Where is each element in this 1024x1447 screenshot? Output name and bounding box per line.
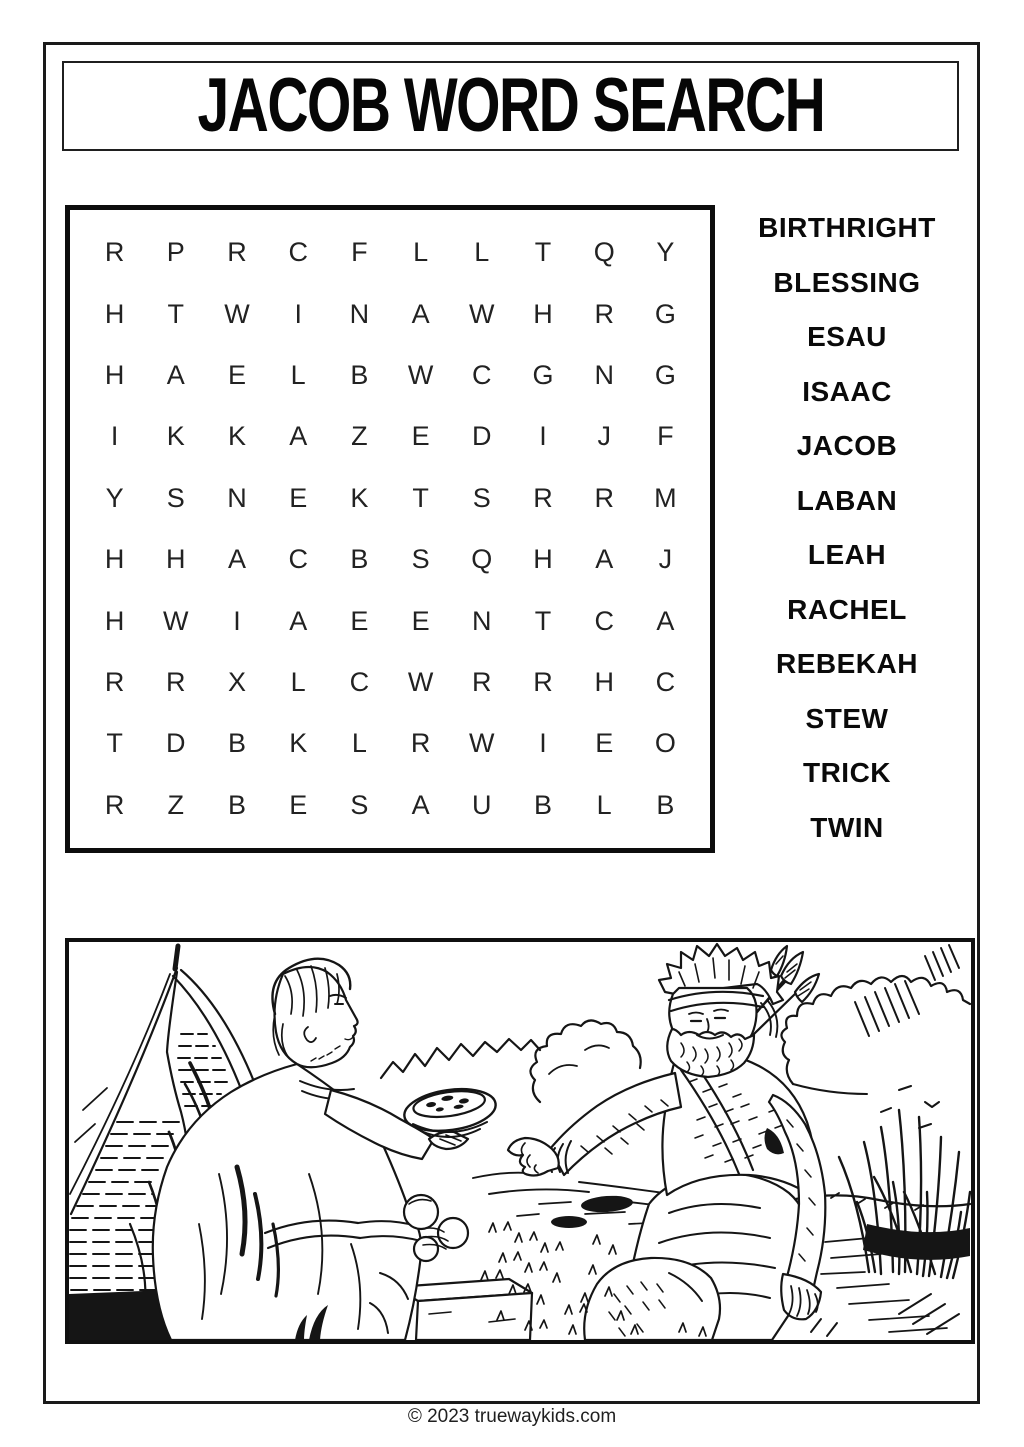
grid-letter: A (411, 298, 430, 329)
grid-letter: B (350, 359, 369, 390)
grid-letter: Y (656, 237, 675, 268)
grid-letter: C (288, 237, 308, 268)
grid-letter: B (533, 789, 552, 820)
grid-letter: D (472, 421, 492, 452)
grid-letter: R (104, 237, 125, 268)
page-title: JACOB WORD SEARCH (197, 63, 824, 148)
grid-letter: H (104, 544, 125, 575)
grid-letter: S (472, 482, 491, 513)
grid-letter: R (533, 482, 553, 513)
grid-letter: I (539, 728, 547, 759)
grid-letter: B (227, 789, 246, 820)
grid-letter: Z (167, 789, 185, 820)
grid-letter: N (472, 605, 492, 636)
grid-letter: Z (351, 421, 368, 452)
esau-hand (508, 1138, 559, 1176)
grid-letter: S (411, 544, 430, 575)
grid-letter: F (351, 237, 368, 268)
tent-pole (175, 946, 178, 969)
tent-left-slope (71, 968, 177, 1214)
grid-letter: E (289, 482, 308, 513)
grid-letter: F (657, 421, 674, 452)
grid-letter: W (407, 359, 434, 390)
grid-letter: S (166, 482, 185, 513)
grid-letter: P (166, 237, 185, 268)
word-list-item: ISAAC (802, 375, 892, 407)
word-list-item: JACOB (796, 430, 898, 462)
word-list-item: BLESSING (773, 266, 921, 298)
title-box (62, 61, 959, 151)
grid-letter: K (166, 421, 185, 452)
grid-letter: B (656, 789, 675, 820)
grid-letter: R (533, 666, 553, 697)
grid-letter: S (350, 789, 369, 820)
grid-letter: E (595, 728, 614, 759)
word-list-item: TWIN (810, 811, 884, 843)
grid-letter: O (654, 728, 676, 759)
grid-letter: E (289, 789, 308, 820)
grid-letter: A (289, 421, 308, 452)
grid-letter: H (104, 298, 125, 329)
grid-letter: T (106, 728, 123, 759)
grid-letter: L (351, 728, 367, 759)
grid-letter: K (227, 421, 246, 452)
grid-letter: A (166, 359, 185, 390)
word-list-item: TRICK (802, 757, 892, 789)
grid-letter: R (410, 728, 431, 759)
grid-letter: H (104, 605, 125, 636)
word-search-grid (65, 205, 715, 853)
esau-reaching-arm (550, 1073, 681, 1175)
grid-letter: R (104, 666, 125, 697)
grid-letter: W (407, 666, 434, 697)
grid-letter: L (290, 359, 306, 390)
grid-letter: U (472, 789, 492, 820)
stew-bowl (402, 1084, 499, 1136)
word-list-item: RACHEL (787, 593, 907, 625)
word-list-item: LEAH (807, 539, 887, 571)
grid-letter: M (654, 482, 677, 513)
grid-letter: J (597, 421, 611, 452)
grid-letter: E (411, 421, 430, 452)
grid-letter: A (289, 605, 308, 636)
grid-letter: Y (105, 482, 124, 513)
grid-letter: A (595, 544, 614, 575)
grid-letter: K (289, 728, 308, 759)
grid-letter: N (349, 298, 370, 329)
grid-letter: W (469, 728, 495, 759)
grid-letter: I (110, 421, 119, 452)
word-list (737, 201, 957, 855)
grid-letter: I (294, 298, 302, 329)
grid-letter: I (539, 421, 547, 452)
copyright-footer: © 2023 truewaykids.com (407, 1406, 617, 1427)
grid-letter: A (411, 789, 430, 820)
grid-letter: E (227, 359, 246, 390)
word-list-item: LABAN (796, 484, 898, 516)
bush-hatch (855, 981, 919, 1036)
grid-letter: W (224, 298, 250, 329)
word-list-item: BIRTHRIGHT (758, 212, 936, 244)
grid-letter: I (233, 605, 241, 636)
grid-letter: L (413, 237, 429, 268)
grid-letter: L (290, 666, 306, 697)
grid-letter: N (227, 482, 247, 513)
grid-letter: C (288, 544, 308, 575)
grid-letter: H (104, 359, 125, 390)
grid-letter: T (412, 482, 429, 513)
grid-letter: E (350, 605, 369, 636)
grid-letter: W (469, 298, 495, 329)
grid-letter: J (658, 544, 673, 575)
grid-letter: R (472, 666, 492, 697)
grid-letter: G (532, 359, 554, 390)
grid-letter: N (594, 359, 614, 390)
grid-letter: R (227, 237, 247, 268)
grid-letter: C (594, 605, 614, 636)
grid-letter: T (534, 605, 552, 636)
grid-letter: Q (471, 544, 493, 575)
grid-letter: X (227, 666, 246, 697)
hills-line (381, 1039, 540, 1078)
grid-letter: L (474, 237, 490, 268)
grid-letter: R (104, 789, 125, 820)
grid-letter: G (654, 298, 676, 329)
grid-letter: B (227, 728, 246, 759)
grid-letter: H (166, 544, 186, 575)
grid-letter: K (350, 482, 369, 513)
grid-letter: A (227, 544, 246, 575)
grid-letter: Q (593, 237, 615, 268)
grid-letter: H (533, 544, 553, 575)
grid-letter: R (594, 482, 614, 513)
illustration-frame (65, 938, 975, 1344)
grid-letter: H (533, 298, 553, 329)
grid-letter: G (654, 359, 676, 390)
illustration-jacob-esau-scene (69, 942, 971, 1340)
grid-letter: B (350, 544, 369, 575)
grid-letter: E (411, 605, 430, 636)
word-list-item: STEW (805, 702, 889, 734)
grid-letter: W (163, 605, 189, 636)
grid-letter: T (534, 237, 552, 268)
grid-letter: D (166, 728, 186, 759)
grid-letter: H (594, 666, 614, 697)
grid-letter: C (655, 666, 676, 697)
word-list-item: REBEKAH (776, 648, 918, 680)
grid-letter: R (166, 666, 186, 697)
grid-letter: T (167, 298, 185, 329)
grid-letter: R (594, 298, 614, 329)
grid-letter: C (349, 666, 370, 697)
grid-letter: A (656, 605, 675, 636)
word-list-item: ESAU (807, 321, 887, 353)
grid-letter: L (596, 789, 612, 820)
grid-letter: C (472, 359, 492, 390)
